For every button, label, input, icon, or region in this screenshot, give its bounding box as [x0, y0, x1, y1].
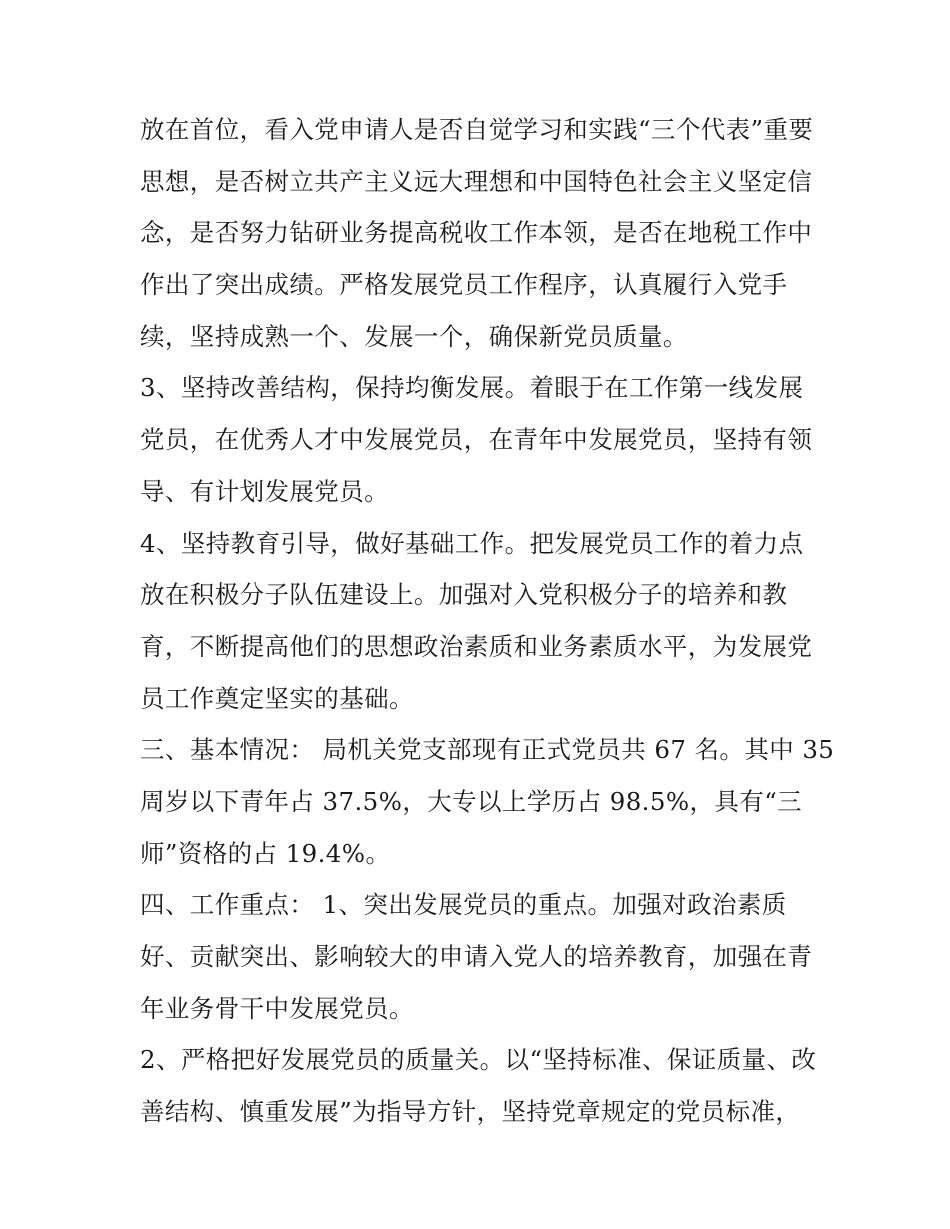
text-line: 续，坚持成熟一个、发展一个，确保新党员质量。 — [140, 321, 688, 351]
text-line: 师”资格的占 19.4%。 — [140, 838, 391, 868]
text-line: 三、基本情况： 局机关党支部现有正式党员共 67 名。其中 35 — [140, 735, 835, 765]
text-line: 作出了突出成绩。严格发展党员工作程序，认真履行入党手 — [140, 270, 788, 300]
text-line: 思想，是否树立共产主义远大理想和中国特色社会主义坚定信 — [140, 166, 813, 196]
text-line: 党员，在优秀人才中发展党员，在青年中发展党员，坚持有领 — [140, 425, 813, 455]
text-line: 2、严格把好发展党员的质量关。以“坚持标准、保证质量、改 — [140, 1045, 817, 1075]
text-line: 四、工作重点： 1、突出发展党员的重点。加强对政治素质 — [140, 890, 787, 920]
text-line: 好、贡献突出、影响较大的申请入党人的培养教育，加强在青 — [140, 942, 813, 971]
text-line: 放在积极分子队伍建设上。加强对入党积极分子的培养和教 — [140, 580, 788, 610]
text-line: 年业务骨干中发展党员。 — [140, 993, 414, 1023]
document-body — [140, 104, 835, 1138]
text-line: 导、有计划发展党员。 — [140, 476, 389, 506]
text-line: 念，是否努力钻研业务提高税收工作本领，是否在地税工作中 — [140, 218, 813, 248]
text-line: 育，不断提高他们的思想政治素质和业务素质水平，为发展党 — [140, 631, 813, 661]
text-line: 4、坚持教育引导，做好基础工作。把发展党员工作的着力点 — [140, 528, 804, 558]
text-line: 放在首位，看入党申请人是否自觉学习和实践“三个代表”重要 — [140, 115, 814, 144]
text-line: 周岁以下青年占 37.5%，大专以上学历占 98.5%，具有“三 — [140, 786, 803, 816]
text-line: 员工作奠定坚实的基础。 — [140, 683, 414, 713]
text-line: 3、坚持改善结构，保持均衡发展。着眼于在工作第一线发展 — [140, 373, 804, 403]
text-line: 善结构、慎重发展”为指导方针，坚持党章规定的党员标准， — [140, 1097, 801, 1127]
